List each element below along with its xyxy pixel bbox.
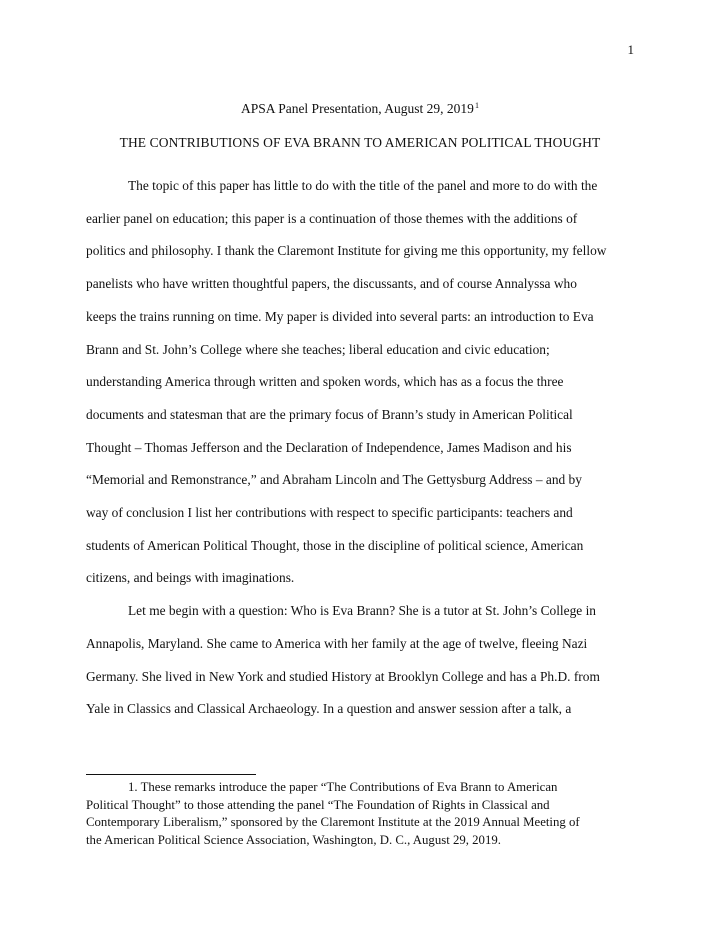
paragraph-line: Annapolis, Maryland. She came to America with her family at the age of twelve, fleeing Nazi xyxy=(86,635,588,651)
paragraph-line: students of American Political Thought, those in the discipline of political science, American xyxy=(86,537,584,553)
paragraph-line: Yale in Classics and Classical Archaeology. In a question and answer session after a talk, a xyxy=(86,701,572,717)
paragraph-line: documents and statesman that are the primary focus of Brann’s study in American Political xyxy=(86,406,573,422)
footnote-line: the American Political Science Association, Washington, D. C., August 29, 2019. xyxy=(86,832,501,847)
paragraph-line: The topic of this paper has little to do with the title of the panel and more to do with the xyxy=(128,178,598,193)
paragraph-line: keeps the trains running on time. My paper is divided into several parts: an introduction to Eva xyxy=(86,308,594,324)
page-number: 1 xyxy=(627,42,634,57)
paragraph-line: Let me begin with a question: Who is Eva Brann? She is a tutor at St. John’s College in xyxy=(128,603,596,619)
footnote xyxy=(86,779,646,849)
footnote-separator xyxy=(86,774,256,775)
paragraph-line: “Memorial and Remonstrance,” and Abraham Lincoln and The Gettysburg Address – and by xyxy=(86,472,582,488)
footnote-line: Contemporary Liberalism,” sponsored by the Claremont Institute at the 2019 Annual Meeting of xyxy=(86,815,580,830)
presentation-title-text: APSA Panel Presentation, August 29, 2019 xyxy=(241,101,474,116)
paragraph-line: Brann and St. John’s College where she teaches; liberal education and civic education; xyxy=(86,341,550,357)
footnote-marker: 1 xyxy=(474,101,479,110)
paragraph-line: Thought – Thomas Jefferson and the Declaration of Independence, James Madison and his xyxy=(86,439,572,455)
paragraph-line: understanding America through written and spoken words, which has as a focus the three xyxy=(86,374,564,390)
paper-title: THE CONTRIBUTIONS OF EVA BRANN TO AMERICAN POLITICAL THOUGHT xyxy=(119,135,601,150)
body-text xyxy=(86,170,634,726)
paragraph-line: earlier panel on education; this paper is a continuation of those themes with the additions of xyxy=(86,210,578,226)
presentation-title xyxy=(0,101,720,117)
paragraph-2 xyxy=(86,595,634,726)
paragraph-line: citizens, and beings with imaginations. xyxy=(86,570,295,586)
footnote-line: Political Thought” to those attending the panel “The Foundation of Rights in Classical and xyxy=(86,797,550,812)
paragraph-line: panelists who have written thoughtful papers, the discussants, and of course Annalyssa who xyxy=(86,276,577,292)
paragraph-line: way of conclusion I list her contributions with respect to specific participants: teachers and xyxy=(86,505,573,521)
footnote-line: 1. These remarks introduce the paper “The Contributions of Eva Brann to American xyxy=(128,780,558,794)
paragraph-line: politics and philosophy. I thank the Claremont Institute for giving me this opportunity, my fellow xyxy=(86,243,607,259)
paragraph-line: Germany. She lived in New York and studied History at Brooklyn College and has a Ph.D. from xyxy=(86,668,600,684)
paragraph-1 xyxy=(86,170,634,595)
